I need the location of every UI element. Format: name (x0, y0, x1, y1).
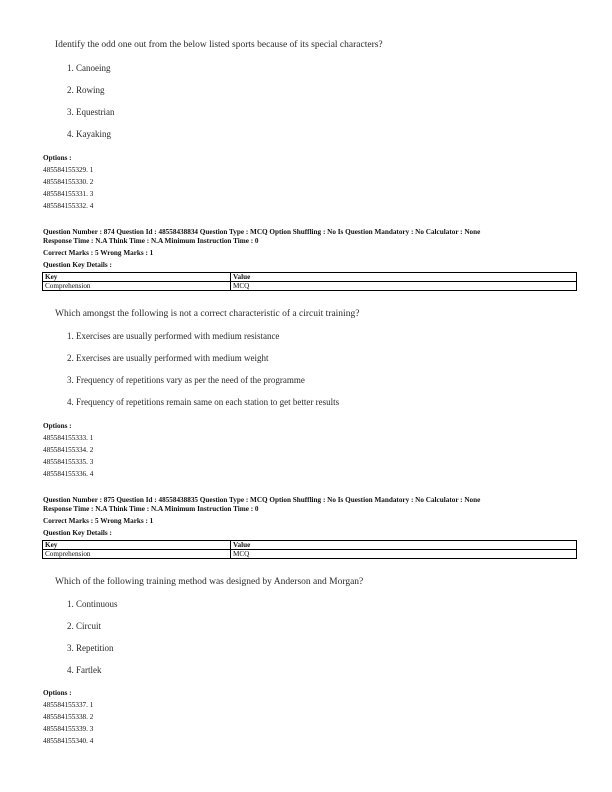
choice-3: 3. Frequency of repetitions vary as per the need of the programme (67, 375, 305, 385)
options-label: Options : (43, 422, 72, 430)
option-id: 485584155330. 2 (43, 178, 94, 186)
choice-3: 3. Repetition (67, 643, 114, 653)
option-id: 485584155336. 4 (43, 470, 94, 478)
table-header-key: Key (43, 541, 231, 550)
option-id: 485584155332. 4 (43, 202, 94, 210)
question-text: Identify the odd one out from the below listed sports because of its special characters? (55, 40, 383, 50)
choice-4: 4. Fartlek (67, 665, 102, 675)
table-cell-value: MCQ (231, 282, 577, 291)
choice-2: 2. Circuit (67, 621, 101, 631)
option-id: 485584155337. 1 (43, 701, 94, 709)
options-label: Options : (43, 154, 72, 162)
choice-2: 2. Exercises are usually performed with medium weight (67, 353, 269, 363)
key-details-table (42, 540, 577, 559)
choice-2: 2. Rowing (67, 85, 105, 95)
table-cell-key: Comprehension (43, 550, 231, 559)
table-cell-value: MCQ (231, 550, 577, 559)
option-id: 485584155331. 3 (43, 190, 94, 198)
choice-4: 4. Frequency of repetitions remain same on each station to get better results (67, 397, 340, 407)
option-id: 485584155335. 3 (43, 458, 94, 466)
question-meta-line2: Response Time : N.A Think Time : N.A Minimum Instruction Time : 0 (43, 505, 259, 513)
table-header-value: Value (231, 273, 577, 282)
question-text: Which amongst the following is not a correct characteristic of a circuit training? (55, 309, 360, 319)
choice-1: 1. Canoeing (67, 63, 111, 73)
option-id: 485584155333. 1 (43, 434, 94, 442)
marks-line: Correct Marks : 5 Wrong Marks : 1 (43, 249, 154, 257)
key-details-table (42, 272, 577, 291)
option-id: 485584155340. 4 (43, 737, 94, 745)
question-meta-line1: Question Number : 874 Question Id : 48558438834 Question Type : MCQ Option Shuffling : No Is Question Mandatory : No Calculator : None (43, 228, 481, 236)
choice-1: 1. Continuous (67, 599, 118, 609)
table-header-value: Value (231, 541, 577, 550)
table-cell-key: Comprehension (43, 282, 231, 291)
option-id: 485584155339. 3 (43, 725, 94, 733)
key-details-label: Question Key Details : (43, 529, 112, 537)
question-text: Which of the following training method was designed by Anderson and Morgan? (55, 577, 364, 587)
options-label: Options : (43, 689, 72, 697)
key-details-label: Question Key Details : (43, 261, 112, 269)
question-meta-line2: Response Time : N.A Think Time : N.A Minimum Instruction Time : 0 (43, 237, 259, 245)
marks-line: Correct Marks : 5 Wrong Marks : 1 (43, 517, 154, 525)
choice-4: 4. Kayaking (67, 129, 111, 139)
option-id: 485584155338. 2 (43, 713, 94, 721)
option-id: 485584155334. 2 (43, 446, 94, 454)
choice-1: 1. Exercises are usually performed with medium resistance (67, 331, 280, 341)
question-meta-line1: Question Number : 875 Question Id : 48558438835 Question Type : MCQ Option Shuffling : No Is Question Mandatory : No Calculator : None (43, 496, 481, 504)
choice-3: 3. Equestrian (67, 107, 115, 117)
table-header-key: Key (43, 273, 231, 282)
option-id: 485584155329. 1 (43, 166, 94, 174)
